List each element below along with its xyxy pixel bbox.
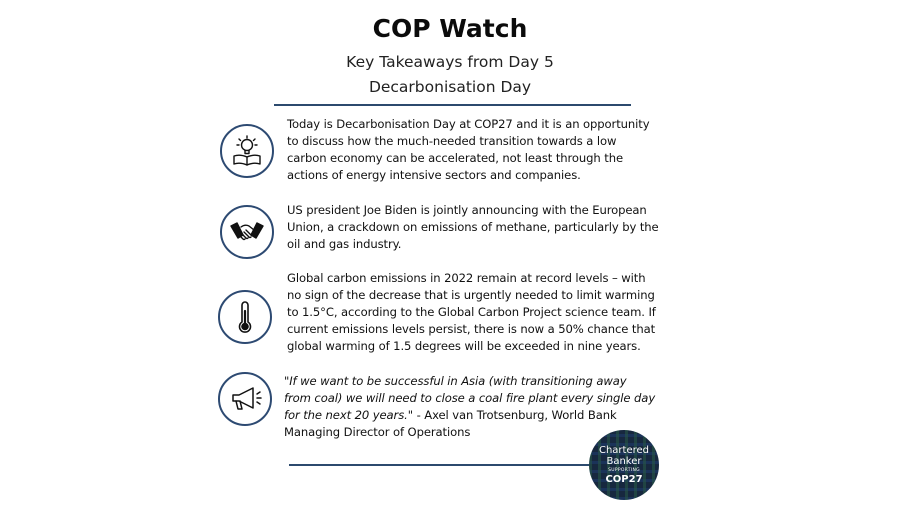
page-subtitle-line-1: Key Takeaways from Day 5 bbox=[346, 53, 554, 71]
megaphone-icon bbox=[218, 372, 272, 426]
lightbulb-book-icon bbox=[220, 124, 274, 178]
logo-line-1: Chartered bbox=[598, 445, 650, 456]
logo-line-4: COP27 bbox=[605, 474, 643, 485]
logo-line-2: Banker bbox=[606, 456, 642, 467]
thermometer-icon bbox=[218, 290, 272, 344]
takeaway-4-quote bbox=[284, 373, 656, 441]
handshake-icon bbox=[220, 205, 274, 259]
quote-text: "If we want to be successful in Asia (with transitioning away from coal) we will need to close a coal fire plant every single day for the next 20 years." bbox=[284, 374, 656, 422]
bottom-divider bbox=[289, 464, 594, 466]
takeaway-3-text: Global carbon emissions in 2022 remain at record levels – with no sign of the decrease that is urgently needed to limit warming to 1.5°C, according to the Global Carbon Project science team. If current emissions levels persist, there is now a 50% chance that global warming of 1.5 degrees will be exceeded in nine years. bbox=[287, 271, 656, 353]
page-subtitle-line-2: Decarbonisation Day bbox=[368, 78, 532, 96]
chartered-banker-cop27-logo bbox=[589, 430, 659, 500]
logo-line-3: SUPPORTING bbox=[608, 468, 640, 473]
page-title: COP Watch bbox=[372, 14, 528, 43]
quote-attribution: - Axel van Trotsenburg, World Bank Managing Director of Operations bbox=[284, 408, 617, 439]
takeaway-2-text: US president Joe Biden is jointly announcing with the European Union, a crackdown on emissions of methane, particularly by the oil and gas industry. bbox=[287, 203, 659, 251]
top-divider bbox=[274, 104, 631, 106]
takeaway-1-text: Today is Decarbonisation Day at COP27 and it is an opportunity to discuss how the much-needed transition towards a low carbon economy can be accelerated, not least through the actions of energy intensive sectors and companies. bbox=[287, 117, 650, 182]
